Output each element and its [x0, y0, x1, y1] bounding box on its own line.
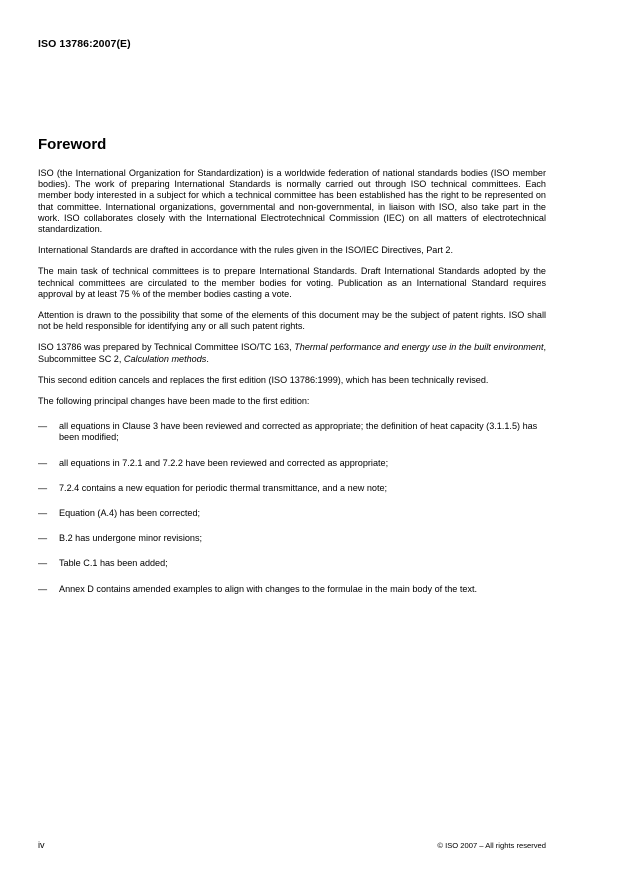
- list-item: [38, 483, 546, 494]
- paragraph-second-edition: This second edition cancels and replaces the first edition (ISO 13786:1999), which has been technically revised.: [38, 374, 489, 385]
- list-item-text: B.2 has undergone minor revisions;: [59, 533, 203, 544]
- list-item-text: all equations in 7.2.1 and 7.2.2 have been reviewed and corrected as appropriate;: [59, 457, 389, 468]
- list-item-text: 7.2.4 contains a new equation for periodic thermal transmittance, and a new note;: [59, 482, 388, 493]
- dash-bullet: —: [38, 583, 48, 594]
- subcommittee-title: Calculation methods: [123, 353, 207, 364]
- dash-bullet: —: [38, 508, 48, 519]
- list-item: [38, 421, 546, 443]
- paragraph-changes-intro: The following principal changes have been made to the first edition:: [38, 396, 310, 407]
- page-title: Foreword: [38, 136, 107, 153]
- prepared-by-text-c: , Subcommittee SC 2,: [38, 342, 546, 364]
- copyright-notice: © ISO 2007 – All rights reserved: [437, 841, 546, 850]
- dash-bullet: —: [38, 421, 48, 432]
- page-number: iv: [38, 840, 45, 850]
- prepared-by-text-e: .: [206, 353, 209, 364]
- dash-bullet: —: [38, 533, 48, 544]
- dash-bullet: —: [38, 457, 48, 468]
- dash-bullet: —: [38, 558, 48, 569]
- paragraph-iso-federation: ISO (the International Organization for Standardization) is a worldwide federation of national standards bodies (ISO member bodies). The work of preparing International Standards is normally carried out through ISO technical committees. Each member body interested in a subject for which a technical committee has been established has the right to be represented on that committee. International organizations, governmental and non-governmental, in liaison with ISO, also take part in the work. ISO collaborates closely with the International Electrotechnical Commission (IEC) on all matters of electrotechnical standardization.: [38, 168, 546, 235]
- dash-bullet: —: [38, 482, 48, 493]
- paragraph-technical-committees: The main task of technical committees is to prepare International Standards. Draft International Standards adopted by the technical committees are circulated to the member bodies for voting. Publication as an International Standard requires approval by at least 75 % of the member bodies casting a vote.: [38, 266, 546, 299]
- committee-title: Thermal performance and energy use in the built environment: [294, 342, 544, 353]
- list-item: [38, 558, 546, 569]
- document-id-header: ISO 13786:2007(E): [38, 38, 131, 50]
- list-item-text: Annex D contains amended examples to align with changes to the formulae in the main body of the text.: [59, 583, 478, 594]
- list-item-text: Equation (A.4) has been corrected;: [59, 508, 201, 519]
- paragraph-prepared-by: [38, 342, 546, 364]
- list-item-text: Table C.1 has been added;: [59, 558, 168, 569]
- paragraph-directives: International Standards are drafted in accordance with the rules given in the ISO/IEC Directives, Part 2.: [38, 245, 453, 256]
- list-item: [38, 508, 546, 519]
- list-item-text: all equations in Clause 3 have been reviewed and corrected as appropriate; the definition of heat capacity (3.1.1.5) has been modified;: [59, 421, 538, 443]
- foreword-body: [38, 168, 546, 609]
- list-item: [38, 533, 546, 544]
- prepared-by-text-a: ISO 13786 was prepared by Technical Committee ISO/TC 163,: [38, 342, 295, 353]
- list-item: [38, 584, 546, 595]
- paragraph-patent-rights: Attention is drawn to the possibility that some of the elements of this document may be the subject of patent rights. ISO shall not be held responsible for identifying any or all such patent rights.: [38, 310, 546, 332]
- changes-list: [38, 421, 546, 595]
- list-item: [38, 458, 546, 469]
